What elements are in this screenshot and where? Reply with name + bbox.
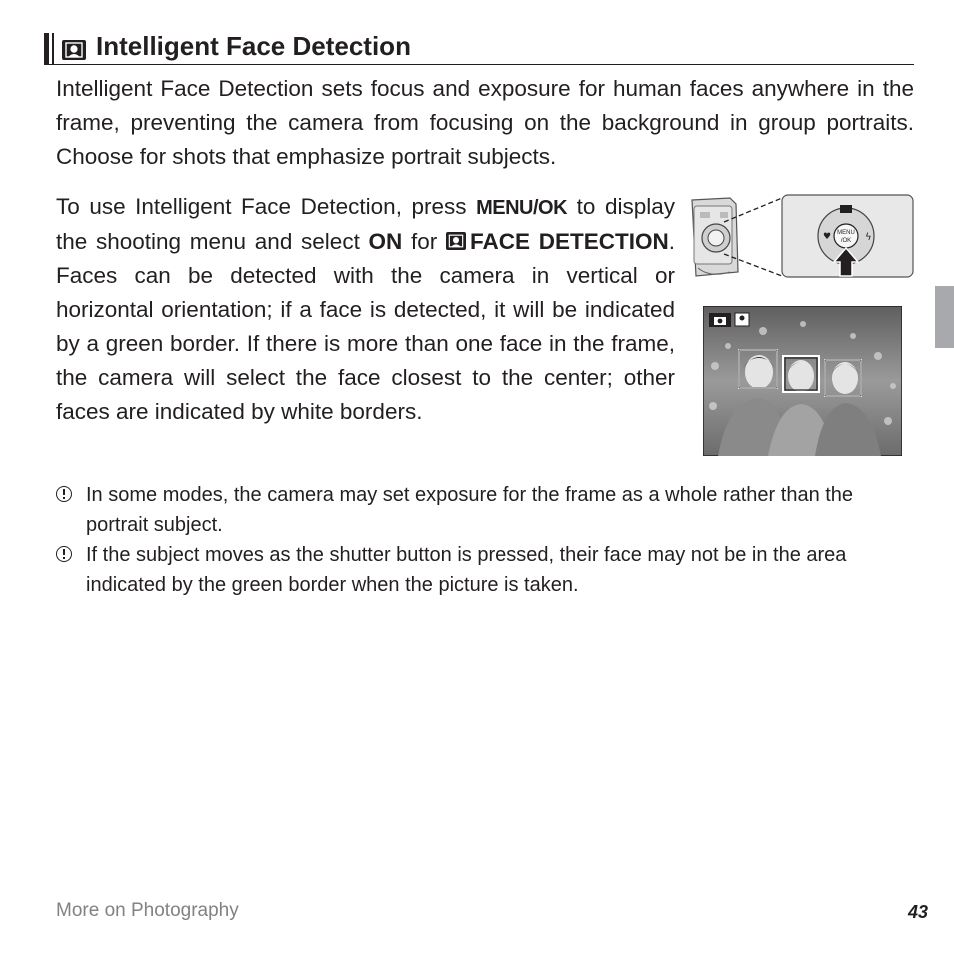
face-detection-icon — [62, 40, 86, 60]
menu-ok-button-label: MENU/OK — [476, 197, 568, 219]
ok-button-label: /OK — [840, 238, 852, 244]
face-detection-example-photo — [703, 306, 902, 456]
page-number: 43 — [907, 902, 928, 922]
footer-section-label: More on Photography — [56, 900, 239, 921]
usage-paragraph — [56, 190, 675, 429]
usage-text-2: to display the shooting menu and select — [56, 194, 675, 254]
section-heading — [44, 30, 914, 65]
note-text: In some modes, the camera may set exposure for the frame as a whole rather than the portrait subject. — [86, 484, 854, 536]
usage-text-3: for — [402, 229, 446, 254]
heading-marker — [44, 33, 49, 64]
heading-marker-thin — [52, 33, 54, 64]
note-item — [56, 540, 914, 600]
svg-text:ϟ: ϟ — [865, 232, 872, 243]
caution-icon — [56, 546, 72, 562]
note-text: If the subject moves as the shutter button is pressed, their face may not be in the area indicated by the green border when the picture is taken. — [86, 544, 847, 596]
on-option-label: ON — [368, 229, 403, 254]
svg-text:♥: ♥ — [823, 232, 832, 242]
caution-icon — [56, 486, 72, 502]
camera-illustration — [690, 192, 916, 280]
chapter-tab — [935, 286, 954, 348]
face-detection-option-label: FACE DETECTION — [470, 229, 669, 254]
usage-text-4: . Faces can be detected with the camera in vertical or horizontal orientation; if a face is detected, it will be indicated by a green border. If there is more than one face in the frame, the camera will select the face closest to the center; other faces are indicated by white borders. — [56, 229, 675, 424]
page-title: Intelligent Face Detection — [96, 31, 411, 61]
notes-list — [56, 480, 914, 600]
intro-paragraph: Intelligent Face Detection sets focus and exposure for human faces anywhere in the frame, preventing the camera from focusing on the background in group portraits. Choose for shots that emphasize portrait subjects. — [56, 76, 914, 169]
face-detection-icon — [446, 232, 466, 250]
usage-text-1: To use Intelligent Face Detection, press — [56, 194, 477, 219]
menu-button-label: MENU — [837, 230, 855, 236]
note-item — [56, 480, 914, 540]
